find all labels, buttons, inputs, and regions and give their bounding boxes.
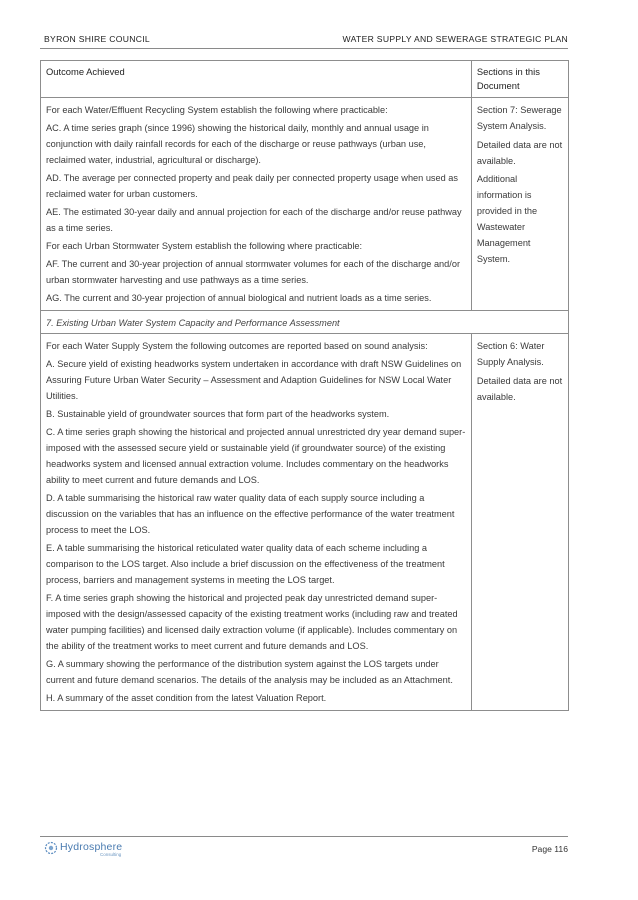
row2-paragraph: H. A summary of the asset condition from the latest Valuation Report. bbox=[46, 693, 327, 703]
row2-paragraph: F. A time series graph showing the historical and projected peak day unrestricted demand super-imposed with the design/assessed capacity of the existing treatment works (including raw and treated water pumping facilities) and licensed daily extraction volume (if applicable). Includes commentary on the ability of the treatment works to meet current and future demands and LOS. bbox=[46, 593, 458, 651]
hydrosphere-logo-icon bbox=[44, 841, 58, 855]
row1-paragraph: AC. A time series graph (since 1996) showing the historical daily, monthly and annual usage in conjunction with daily rainfall records for each of the discharge or reuse pathways (urban use, reclaimed water, industrial, agricultural or discharge). bbox=[46, 123, 429, 165]
col-header-sections-line1: Sections in this bbox=[476, 66, 540, 77]
row2-section-note: Detailed data are not available. bbox=[476, 375, 563, 402]
row1-paragraph: For each Water/Effluent Recycling System establish the following where practicable: bbox=[46, 105, 388, 115]
row2-paragraph: A. Secure yield of existing headworks system undertaken in accordance with draft NSW Guidelines on Assuring Future Urban Water Security – Assessment and Adaption Guidelines for NSW Local Water Utilities. bbox=[46, 359, 462, 401]
outcomes-table bbox=[40, 60, 569, 711]
logo-wordmark: Hydrosphere bbox=[60, 841, 123, 853]
header-document-title: WATER SUPPLY AND SEWERAGE STRATEGIC PLAN bbox=[342, 34, 568, 44]
col-header-outcome bbox=[41, 61, 472, 98]
section-row bbox=[41, 311, 569, 334]
header-divider bbox=[40, 48, 568, 49]
col-header-outcome-label: Outcome Achieved bbox=[46, 66, 125, 77]
row2-paragraph: B. Sustainable yield of groundwater sources that form part of the headworks system. bbox=[46, 409, 390, 419]
row2-paragraph: G. A summary showing the performance of the distribution system against the LOS targets under current and future demand scenarios. The details of the analysis may be included as an Attachment. bbox=[46, 659, 453, 685]
row2-outcomes bbox=[41, 334, 472, 711]
page-header bbox=[44, 34, 568, 48]
col-header-sections-line2: Document bbox=[476, 80, 520, 91]
row1-paragraph: AD. The average per connected property and peak daily per connected property usage when used as reclaimed water for urban customers. bbox=[46, 173, 459, 199]
row1-paragraph: For each Urban Stormwater System establish the following where practicable: bbox=[46, 241, 363, 251]
row1-paragraph: AG. The current and 30-year projection of annual biological and nutrient loads as a time series. bbox=[46, 293, 432, 303]
footer-divider bbox=[40, 836, 568, 837]
logo-subtitle: Consulting bbox=[100, 852, 122, 857]
table-row bbox=[41, 98, 569, 311]
hydrosphere-logo bbox=[44, 840, 164, 860]
page-number: Page 116 bbox=[531, 844, 568, 854]
table-header-row bbox=[41, 61, 569, 98]
section-title: 7. Existing Urban Water System Capacity and Performance Assessment bbox=[41, 311, 569, 334]
row1-paragraph: AF. The current and 30-year projection of annual stormwater volumes for each of the discharge and/or urban stormwater harvesting and use pathways as a time series. bbox=[46, 259, 461, 285]
row2-section-ref: Section 6: Water Supply Analysis. bbox=[476, 341, 545, 367]
row1-outcomes bbox=[41, 98, 472, 311]
row2-paragraph: C. A time series graph showing the historical and projected annual unrestricted dry year demand super-imposed with the assessed secure yield or sustainable yield (if groundwater source) of the existing headworks system and licensed annual extraction volume. Includes commentary on the headworks ability to meet current and future demands and LOS. bbox=[46, 427, 466, 485]
row2-paragraph: For each Water Supply System the following outcomes are reported based on sound analysis: bbox=[46, 341, 428, 351]
row1-sections bbox=[471, 98, 568, 311]
row2-paragraph: E. A table summarising the historical reticulated water quality data of each scheme including a comparison to the LOS target. Also include a brief discussion on the effectiveness of the treatment process, barriers and management systems in meeting the LOS target. bbox=[46, 543, 445, 585]
row2-sections bbox=[471, 334, 568, 711]
row1-section-ref: Section 7: Sewerage System Analysis. bbox=[476, 105, 562, 131]
row1-section-note: Detailed data are not available. bbox=[476, 139, 563, 166]
row2-paragraph: D. A table summarising the historical raw water quality data of each supply source including a discussion on the variables that has an influence on the effective performance of the water treatment process to meet the LOS. bbox=[46, 493, 455, 535]
row1-section-note: Additional information is provided in the Wastewater Management System. bbox=[476, 174, 538, 264]
row1-paragraph: AE. The estimated 30-year daily and annual projection for each of the discharge and/or reuse pathway as a time series. bbox=[46, 207, 462, 233]
header-organization: BYRON SHIRE COUNCIL bbox=[44, 34, 150, 44]
table-row bbox=[41, 334, 569, 711]
col-header-sections bbox=[471, 61, 568, 98]
